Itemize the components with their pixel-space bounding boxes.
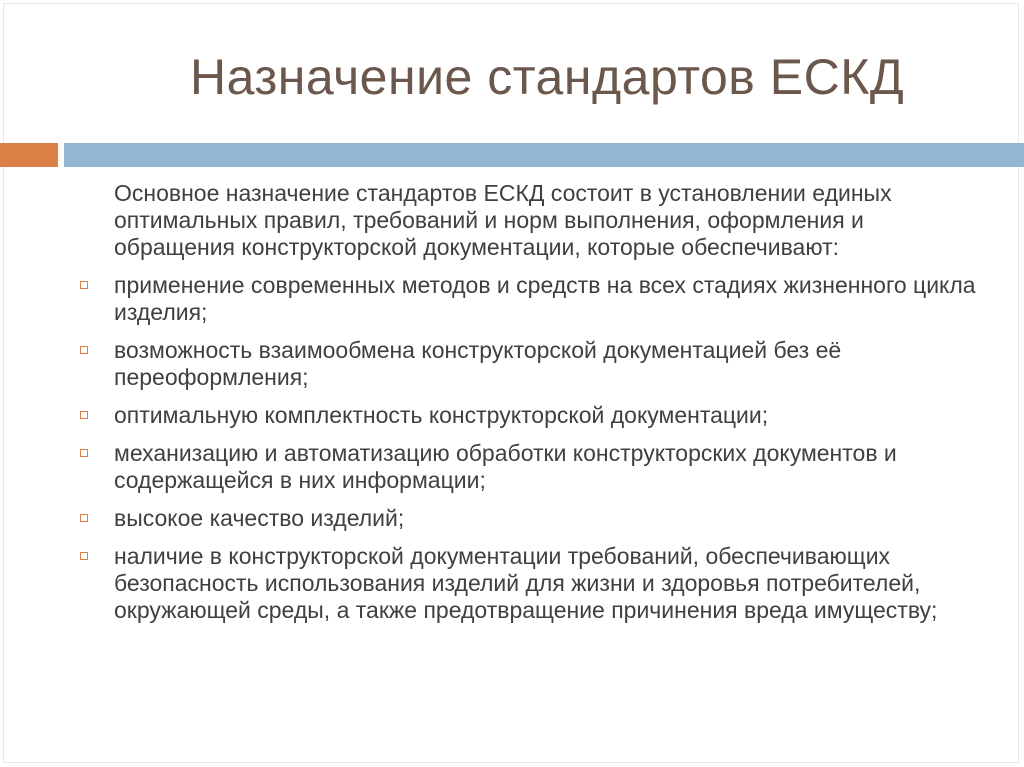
bullet-text: применение современных методов и средств на всех стадиях жизненного цикла изделия; bbox=[114, 272, 976, 325]
hollow-square-icon bbox=[80, 346, 88, 354]
hollow-square-icon bbox=[80, 281, 88, 289]
title-divider-bar bbox=[64, 143, 1024, 167]
bullet-text: высокое качество изделий; bbox=[114, 505, 405, 531]
list-item bbox=[78, 402, 978, 429]
hollow-square-icon bbox=[80, 411, 88, 419]
intro-paragraph: Основное назначение стандартов ЕСКД состоит в установлении единых оптимальных правил, требований и норм выполнения, оформления и обращения конструкторской документации, которые обеспечивают: bbox=[114, 180, 892, 260]
list-item bbox=[78, 440, 978, 494]
bullet-text: наличие в конструкторской документации требований, обеспечивающих безопасность использования изделий для жизни и здоровья потребителей, окружающей среды, а также предотвращение причинения вреда имуществу; bbox=[114, 543, 938, 623]
bullet-text: оптимальную комплектность конструкторской документации; bbox=[114, 402, 769, 428]
hollow-square-icon bbox=[80, 514, 88, 522]
bullet-text: возможность взаимообмена конструкторской документацией без её переоформления; bbox=[114, 337, 842, 390]
list-item bbox=[78, 337, 978, 391]
list-item bbox=[78, 505, 978, 532]
bullet-list bbox=[78, 272, 978, 624]
list-item bbox=[78, 272, 978, 326]
hollow-square-icon bbox=[80, 552, 88, 560]
accent-bar bbox=[0, 143, 58, 167]
slide-content bbox=[78, 180, 978, 635]
bullet-text: механизацию и автоматизацию обработки конструкторских документов и содержащейся в них информации; bbox=[114, 440, 897, 493]
slide-title: Назначение стандартов ЕСКД bbox=[190, 49, 905, 105]
hollow-square-icon bbox=[80, 449, 88, 457]
list-item bbox=[78, 543, 978, 624]
